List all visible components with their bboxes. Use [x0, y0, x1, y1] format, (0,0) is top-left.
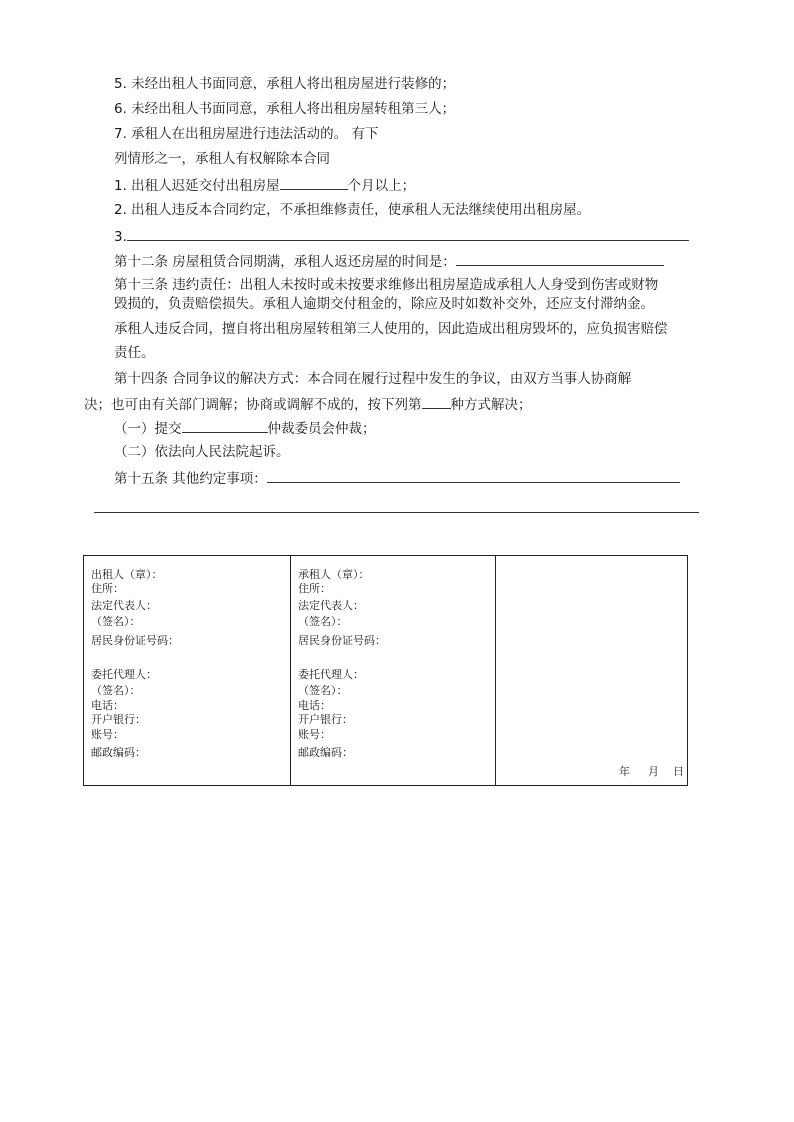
- lessee-item-2: 2. 出租人违反本合同约定，不承担维修责任，使承租人无法继续使用出租房屋。: [114, 202, 591, 218]
- lessor-legal-rep: 法定代表人：: [91, 599, 157, 612]
- article-13-line-3: 承租人违反合同，擅自将出租房屋转租第三人使用的，因此造成出租房毁坏的，应负损害赔偿: [114, 321, 668, 337]
- lessee-phone: 电话：: [298, 699, 331, 712]
- lessor-address: 住所：: [91, 582, 124, 595]
- option-1-suffix: 仲裁委员会仲裁；: [267, 421, 376, 437]
- item-3-blank[interactable]: [127, 225, 689, 241]
- lessee-column: [290, 556, 495, 785]
- lessee-item-1-text: 1. 出租人迟延交付出租房屋: [114, 178, 280, 194]
- article-15: [114, 467, 680, 489]
- lessee-agent-signature: （签名）：: [298, 684, 348, 697]
- lessor-account: 账号：: [91, 728, 124, 741]
- signing-date: [619, 763, 684, 779]
- clause-5: 5. 未经出租人书面同意，承租人将出租房屋进行装修的；: [114, 76, 456, 92]
- return-time-blank[interactable]: [456, 250, 664, 266]
- lessor-agent: 委托代理人：: [91, 668, 157, 681]
- lessee-seal: 承租人（章）：: [298, 568, 370, 581]
- article-13-line-1: 第十三条 违约责任：出租人未按时或未按要求维修出租房屋造成承租人人身受到伤害或财物: [114, 277, 659, 293]
- article-14-line-1: 第十四条 合同争议的解决方式：本合同在履行过程中发生的争议，由双方当事人协商解: [114, 371, 632, 387]
- lessee-id-number: 居民身份证号码：: [298, 634, 386, 647]
- lessor-id-number: 居民身份证号码：: [91, 634, 179, 647]
- lessee-legal-rep: 法定代表人：: [298, 599, 364, 612]
- lessee-account: 账号：: [298, 728, 331, 741]
- option-1: [114, 417, 376, 439]
- lessee-signature: （签名）：: [298, 615, 348, 628]
- lessor-seal: 出租人（章）：: [91, 568, 163, 581]
- clause-7: 7. 承租人在出租房屋进行违法活动的。 有下: [114, 126, 379, 142]
- date-year: 年: [619, 765, 630, 778]
- lessor-column: [84, 556, 290, 785]
- lessee-item-3: [114, 225, 689, 247]
- lessor-phone: 电话：: [91, 699, 124, 712]
- method-number-blank[interactable]: [422, 393, 451, 409]
- lessor-bank: 开户银行：: [91, 713, 146, 726]
- article-12: [114, 250, 664, 272]
- months-blank[interactable]: [280, 174, 348, 190]
- article-13-line-2: 毁损的，负责赔偿损失。承租人逾期交付租金的，除应及时如数补交外，还应支付滞纳金。: [114, 296, 654, 312]
- option-1-text: （一）提交: [114, 421, 182, 437]
- lessee-termination-intro: 列情形之一，承租人有权解除本合同: [114, 151, 330, 167]
- arbitration-committee-blank[interactable]: [182, 417, 268, 433]
- lessee-agent: 委托代理人：: [298, 668, 364, 681]
- signature-table: [83, 555, 688, 786]
- lessee-bank: 开户银行：: [298, 713, 353, 726]
- lessee-item-1: [114, 174, 415, 196]
- article-13-line-4: 责任。: [114, 345, 155, 361]
- lessee-address: 住所：: [298, 582, 331, 595]
- date-month: 月: [648, 765, 659, 778]
- clause-6: 6. 未经出租人书面同意，承租人将出租房屋转租第三人；: [114, 101, 456, 117]
- lessor-agent-signature: （签名）：: [91, 684, 141, 697]
- lessor-signature: （签名）：: [91, 615, 141, 628]
- article-14-line-2: [84, 393, 532, 415]
- article-12-text: 第十二条 房屋租赁合同期满，承租人返还房屋的时间是：: [114, 254, 456, 270]
- lessor-postcode: 邮政编码：: [91, 746, 146, 759]
- article-14-text: 决；也可由有关部门调解；协商或调解不成的，按下列第: [84, 397, 422, 413]
- other-matters-blank[interactable]: [267, 467, 680, 483]
- lessee-postcode: 邮政编码：: [298, 746, 353, 759]
- article-15-text: 第十五条 其他约定事项：: [114, 471, 267, 487]
- lessee-item-1-suffix: 个月以上；: [347, 178, 416, 194]
- article-14-suffix: 种方式解决；: [450, 397, 532, 413]
- date-column: [495, 556, 687, 785]
- other-matters-line-2[interactable]: [94, 512, 699, 513]
- date-day: 日: [673, 765, 684, 778]
- option-2: （二）依法向人民法院起诉。: [114, 444, 290, 460]
- lessee-item-3-number: 3.: [114, 229, 127, 245]
